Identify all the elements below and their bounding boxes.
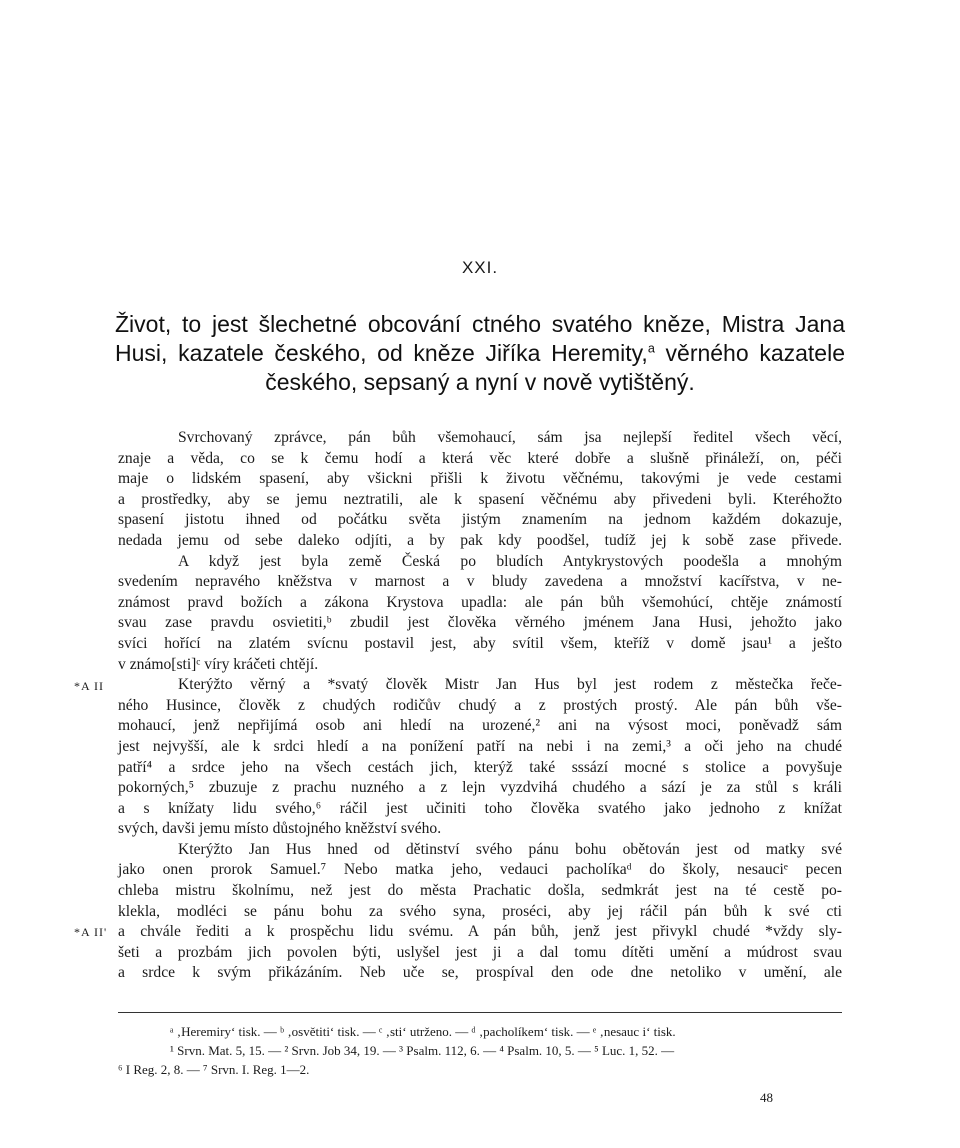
footnotes — [118, 1022, 842, 1079]
text-line: svých, davši jemu místo důstojného kněžství svého. — [118, 820, 442, 838]
page-title — [115, 310, 845, 397]
footnote-letters: ᵃ ‚Heremiry‘ tisk. — ᵇ ‚osvětiti‘ tisk. — ᶜ ‚sti‘ utrženo. — ᵈ ‚pacholíkem‘ tisk. — ᵉ ‚nesauc i‘ tisk. — [170, 1024, 676, 1039]
text-line: klekla, modléci se pánu bohu za svého syna, proséci, aby jej ráčil pán bůh k své cti — [118, 902, 842, 920]
margin-note-1: *A II — [74, 679, 104, 693]
text-line: mohaucí, jenž nepřijímá osob ani hledí na urozené,² ani na výsost moci, poněvadž sám — [118, 717, 842, 735]
text-line: v známo[sti]ᶜ víry kráčeti chtějí. — [118, 655, 319, 673]
text-line: chleba mistru školnímu, než jest do města Prachatic došla, sedmkrát jest na té cestě po- — [118, 882, 842, 900]
title-line-1: Život, to jest šlechetné obcování ctného svatého kněze, Mistra Jana — [115, 311, 845, 337]
text-line: svíci hořící na zlatém svícnu postavil jest, aby svítil všem, kteříž v domě jsau¹ a ješto — [118, 634, 842, 652]
title-footnote-mark: a — [647, 341, 655, 356]
title-line-2a: Husi, kazatele českého, od kněze Jiříka Heremity, — [115, 340, 648, 366]
text-line: A když jest byla země Česká po bludích Antykrystových poodešla a mnohým — [178, 552, 842, 570]
text-line: spasení jistotu ihned od počátku světa jistým znamením na jednom každém dokazuje, — [118, 511, 842, 529]
chapter-number: XXI. — [461, 258, 499, 277]
text-line: a srdce k svým přikázáním. Neb uče se, prospíval den ode dne netoliko v umění, ale — [118, 964, 842, 982]
text-line: a chvále řediti a k prospěchu lidu svému. A pán bůh, jenž jest přivykl chudé *vždy sly- — [118, 923, 842, 941]
text-line: maje o lidském spasení, aby všickni přišli k životu věčnému, takovými je vede cestami — [118, 470, 842, 488]
footnote-refs-1: ¹ Srvn. Mat. 5, 15. — ² Srvn. Job 34, 19. — ³ Psalm. 112, 6. — ⁴ Psalm. 10, 5. — ⁵ Luc. 1, 52. — — [170, 1043, 675, 1058]
footnote-divider — [118, 1012, 842, 1013]
text-line: Kterýžto věrný a *svatý člověk Mistr Jan Hus byl jest rodem z městečka řeče- — [178, 676, 842, 694]
text-line: Kterýžto Jan Hus hned od dětinství svého pánu bohu obětován jest od matky své — [178, 840, 842, 858]
text-line: nedada jemu od sebe daleko odjíti, a by pak kdy poodšel, tudíž jej k sobě zase přivede. — [118, 531, 842, 549]
text-line: Svrchovaný zprávce, pán bůh všemohaucí, sám jsa nejlepší ředitel všech věcí, — [178, 429, 842, 446]
page-number: 48 — [760, 1090, 773, 1105]
text-line: znaje a věda, co se k čemu hodí a která věc které dobře a slušně přináleží, on, péči — [118, 449, 842, 467]
text-line: a s knížaty lidu svého,⁶ ráčil jest učiniti toho člověka svatého jako jednoho z knížat — [118, 799, 842, 817]
title-line-3: českého, sepsaný a nyní v nově vytištěný. — [265, 369, 695, 395]
title-line-2 — [115, 339, 845, 368]
text-line: známost pravd božích a zákona Krystova upadla: ale pán bůh všemohúcí, chtěje známostí — [118, 593, 842, 611]
text-line: patří⁴ a srdce jeho na všech cestách jich, kterýž také sssází mocné s stolice a povyšuje — [118, 758, 842, 776]
text-line: svedením nepravého kněžstva v marnost a v bludy zavedena a množství kacířstva, v ne- — [118, 573, 842, 591]
margin-note-2: *A II' — [74, 925, 108, 939]
footnote-refs-2: ⁶ I Reg. 2, 8. — ⁷ Srvn. I. Reg. 1—2. — [118, 1062, 310, 1077]
text-line: jest nejvyšší, ale k srdci hledí a na ponížení patří na nebi i na zemi,³ a oči jeho na chudé — [118, 737, 842, 755]
body-text — [118, 428, 842, 984]
text-line: pokorných,⁵ zbuzuje z prachu nuzného a z lejn vyzdvihá chudého a sází je za stůl s králi — [118, 779, 842, 797]
text-line: svau zase pravdu osvietiti,ᵇ zbudil jest člověka věrného jménem Jana Husi, jehožto jako — [118, 614, 842, 632]
text-line: jako onen prorok Samuel.⁷ Nebo matka jeho, vedauci pacholíkaᵈ do školy, nesauciᵉ pecen — [118, 861, 842, 879]
text-line: ného Husince, člověk z chudých rodičův chudý a z prostých prostý. Ale pán bůh vše- — [118, 696, 842, 714]
title-line-2b: věrného kazatele — [654, 340, 845, 366]
text-line: a prostředky, aby se jemu neztratili, ale k spasení věčnému aby přivedeni byli. Kteréhožto — [118, 490, 842, 508]
text-line: šeti a prozbám jich povolen býti, uslyšel jest ji a dal tomu dítěti umění a múdrost svau — [118, 943, 842, 961]
